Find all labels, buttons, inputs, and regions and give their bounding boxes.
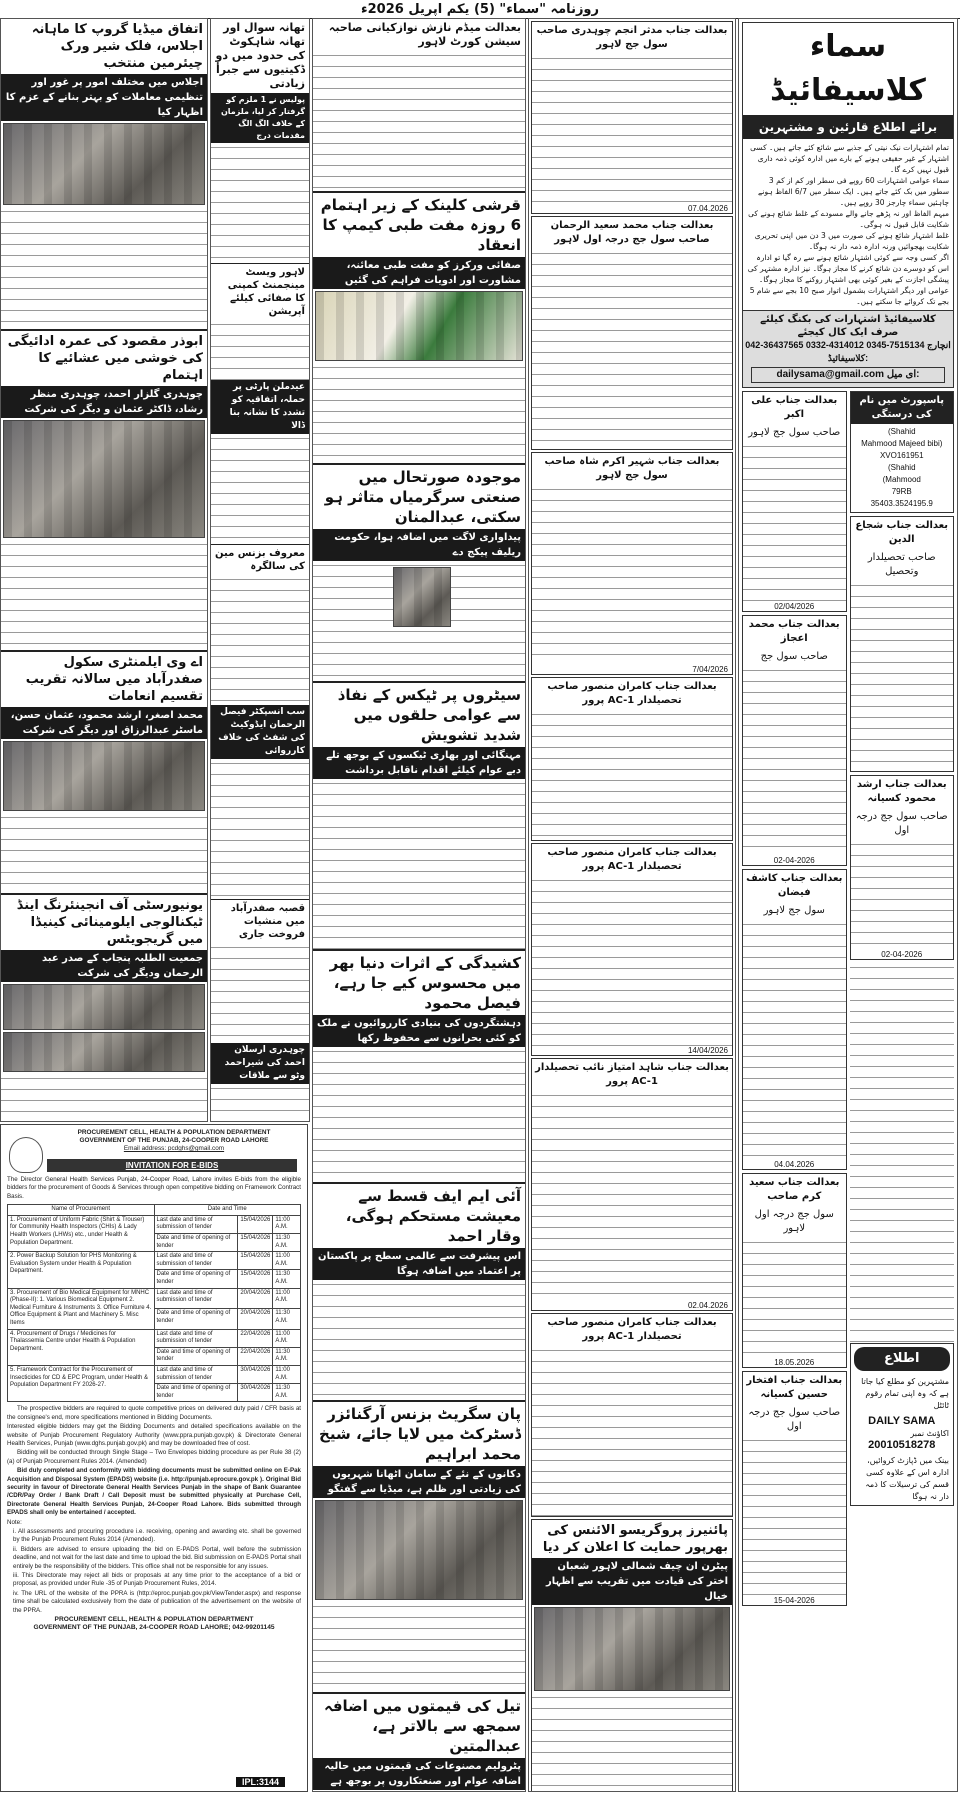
punjab-emblem-icon xyxy=(9,1137,43,1173)
court-notice-title: بعدالت جناب علی اکبر xyxy=(751,395,838,420)
opening-label: Date and time of opening of tender xyxy=(154,1384,238,1402)
news-photo xyxy=(3,1032,205,1072)
submission-time: 11:00 A.M. xyxy=(273,1252,301,1270)
passport-notice xyxy=(850,391,955,513)
passport-name: (Shahid xyxy=(887,427,916,436)
story-subheadline: دکانوں کے نئے کے سامان اٹھانا شہریوں کی زیادتی اور ظلم ہے، میڈیا سے گفتگو xyxy=(313,1466,525,1498)
story-subheadline: جمعیت الطلبہ پنجاب کے صدر عبد الرحمان ودیگر کی شرکت xyxy=(1,950,207,982)
opening-time: 11:30 A.M. xyxy=(273,1309,301,1329)
classified-title: سماء کلاسیفائیڈ xyxy=(770,29,926,108)
story-body xyxy=(211,320,309,380)
classified-rule: مبہم الفاظ اور نہ پڑھے جانے والے مسودے کے غلط شائع ہونے کی شکایت قابل قبول نہ ہوگی۔ xyxy=(748,209,949,229)
submission-time: 11:00 A.M. xyxy=(273,1329,301,1347)
submission-label: Last date and time of submission of tender xyxy=(154,1215,238,1233)
notice-paragraph: The prospective bidders are required to quote competitive prices on delivered duty paid / CFR basis at the consignee's end, more specifications mentioned in Bidding Documents. xyxy=(7,1405,301,1421)
news-story xyxy=(531,1519,733,1792)
news-photo xyxy=(3,123,205,205)
court-notice xyxy=(531,452,733,675)
mid-left-column xyxy=(210,18,310,1122)
story-headline: موجودہ صورتحال میں صنعتی سرگرمیاں متاثر ہو سکتی، عبدالمنان xyxy=(313,463,525,529)
story-subheadline: صفائی ورکرز کو مفت طبی معائنہ، مشاورت اور ادویات فراہم کی گئیں xyxy=(313,257,525,289)
ipl-code: IPL:3144 xyxy=(236,1777,285,1787)
story-body xyxy=(1,540,207,650)
court-notice-body xyxy=(743,920,846,1160)
opening-label: Date and time of opening of tender xyxy=(154,1234,238,1252)
opening-date: 22/04/2026 xyxy=(238,1347,273,1365)
story-body xyxy=(532,1693,732,1792)
classified-rule: غلط اشتہار شائع ہونے کی صورت میں 3 دن میں اپنی تحریری شکایت بھجوائیں ورنہ ادارہ ذمہ دار نہ ہوگا۔ xyxy=(754,231,949,251)
phone-numbers: 042-36437565 0332-4314012 0345-7515134 xyxy=(745,340,925,350)
court-notice-body xyxy=(743,442,846,602)
procurement-name: 4. Procurement of Drugs / Medicines for Thalassemia Centre under Health & Population Department. xyxy=(8,1329,155,1365)
court-notice-title: بعدالت جناب شجاع الدین xyxy=(855,520,949,545)
story-subheadline: چوہدری گلزار احمد، چوہدری منظر رشاد، ڈاکٹر عثمان و دیگر کی شرکت xyxy=(1,386,207,418)
court-notice-body xyxy=(532,1091,732,1301)
procurement-name: 2. Power Backup Solution for PHS Monitoring & Evaluation System under Health & Population Department. xyxy=(8,1252,155,1288)
classified-rule: سماء عوامی اشتہارات 60 روپے فی سطر اور کم از کم 3 سطور میں بک کئے جاتے ہیں۔ ایک سطر میں 6/7 الفاظ ہونے چاہئیں سماء چارجز 30 روپے ہیں۔ xyxy=(757,176,949,207)
classified-header xyxy=(742,22,954,388)
story-body xyxy=(313,1602,525,1692)
submission-date: 15/04/2026 xyxy=(238,1215,273,1233)
court-notice-title: بعدالت جناب سعید کرم صاحب xyxy=(749,1177,840,1202)
classified-subtitle: برائے اطلاع قارئین و مشتہرین xyxy=(743,115,953,139)
story-body xyxy=(850,963,955,1343)
opening-label: Date and time of opening of tender xyxy=(154,1309,238,1329)
news-photo xyxy=(534,1607,730,1691)
hearing-date: 7/04/2026 xyxy=(692,665,728,674)
story-subheadline: پیٹرن ان چیف شمالی لاہور شعبان اختر کی قیادت میں تقریب سے اظہار خیال xyxy=(532,1558,732,1605)
center-column xyxy=(312,18,526,1792)
booking-line: کلاسیفائیڈ اشتہارات کی بکنگ کیلئے صرف ایک کال کیجئے xyxy=(760,314,936,338)
story-body xyxy=(313,1280,525,1400)
notice-footer-line: PROCUREMENT CELL, HEALTH & POPULATION DEPARTMENT xyxy=(54,1616,254,1624)
notice-email: Email address: pcdghs@gmail.com xyxy=(123,1145,225,1152)
court-notice-body xyxy=(532,1346,732,1516)
notice-intro: The Director General Health Services Punjab, 24-Cooper Road, Lahore invites E-bids from the eligible bidders for the procurement of Goods & Services through open competitive bidding on Framework Contract Basis. xyxy=(7,1176,301,1200)
submission-label: Last date and time of submission of tender xyxy=(154,1329,238,1347)
story-headline: قصبہ صفدرآباد میں منشیات فروخت جاری xyxy=(211,899,309,943)
submission-date: 30/04/2026 xyxy=(238,1365,273,1383)
story-headline: یونیورسٹی آف انجینئرنگ اینڈ ٹیکنالوجی ایلومینائی کینیڈا میں گریجویٹس xyxy=(1,893,207,950)
hearing-date: 18.05.2026 xyxy=(774,1358,815,1367)
passport-name: (Shahid xyxy=(887,463,916,472)
account-label: اکاؤنٹ نمبر xyxy=(910,1429,949,1438)
classified-rule: تمام اشتہارات نیک نیتی کے جذبے سے شائع کئے جاتے ہیں۔ کسی اشتہار کے غیر حقیقی ہونے کے بارے میں ادارہ کوئی ذمہ داری قبول نہیں کرے گا۔ xyxy=(750,143,949,174)
story-body xyxy=(313,1790,525,1792)
court-notice-body xyxy=(532,485,732,665)
hearing-date: 07.04.2026 xyxy=(687,204,728,213)
opening-time: 11:30 A.M. xyxy=(273,1270,301,1288)
submission-label: Last date and time of submission of tender xyxy=(154,1252,238,1270)
story-headline: کشیدگی کے اثرات دنیا بھر میں محسوس کیے جا رہے، فیصل محمود xyxy=(313,949,525,1015)
masthead-title: روزنامہ "سماء" (5) یکم اپریل 2026ء xyxy=(360,2,599,17)
story-subheadline: اجلاس میں مختلف امور پر غور اور تنظیمی معاملات کو بہتر بنانے کے عزم کا اظہار کیا xyxy=(1,74,207,121)
submission-date: 22/04/2026 xyxy=(238,1329,273,1347)
notice-paragraph: Interested eligible bidders may get the Bidding Documents and detailed specifications available on the website of Punjab Procurement Regulatory Authority (www.ppra.punjab.gov.pk) & Directorate General Health Services, Punjab (www.dghs.punjab.gov.pk) and may be downloaded free of cost. xyxy=(7,1423,301,1447)
announcement-footer: بینک میں ڈپازٹ کروائیں، ادارہ اس کے علاوہ کسی قسم کی ترسیلات کا ذمہ دار نہ ہوگا xyxy=(865,1456,949,1501)
classified-rule: اگر کسی وجہ سے کوئی اشتہار شائع ہونے سے رہ گیا تو ادارہ اس کو دوسرے دن شائع کرنے کا مجاز ہوگا۔ نیز ادارہ مشتہر کی پیشگی اجازت کے بغیر کوئی بھی اشتہار روکنے کا مجاز ہوگا۔ xyxy=(747,253,949,284)
phone-line xyxy=(745,339,951,365)
story-subheadline: پیداواری لاگت میں اضافہ ہوا، حکومت ریلیف پیکج دے xyxy=(313,529,525,561)
story-headline: قرشی کلینک کے زیر اہتمام 6 روزہ مفت طبی کیمپ کا انعقاد xyxy=(313,191,525,257)
notice-note: ii. Bidders are advised to ensure uploading the bid on E-PADS Portal, well before the submission deadline, and not wait for the last date and time to upload the bid. Bid submission on E-PADS Portal shall entirely be the responsibility of the bidders. This office shall not be responsible for any issues. xyxy=(13,1545,301,1570)
court-notice-title: بعدالت جناب کامران منصور صاحب تحصیلدار AC-1 پرور xyxy=(547,681,717,706)
story-headline: ابوذر مقصود کی عمرہ ادائیگی کی خوشی میں عشائیے کا اہتمام xyxy=(1,329,207,386)
submission-date: 20/04/2026 xyxy=(238,1288,273,1308)
notice-banner: INVITATION FOR E-BIDS xyxy=(47,1159,297,1172)
story-headline: تھانہ سوال اور تھانہ شاہکوٹ کی حدود میں دو ڈکیتیوں سے جبرأ زیادتی xyxy=(215,21,305,90)
opening-date: 15/04/2026 xyxy=(238,1270,273,1288)
opening-time: 11:30 A.M. xyxy=(273,1347,301,1365)
procurement-name: 3. Procurement of Bio Medical Equipment for MNHC (Phase-II): 1. Various Biomedical Equipment 2. Medical Furniture & Instruments 3. Office Furniture 4. Office Equipment & Plant and Machinery 5. Misc Items xyxy=(8,1288,155,1329)
passport-name: Mahmood Majeed bibi) xyxy=(861,439,943,448)
story-headline: تیل کی قیمتوں میں اضافہ سمجھ سے بالاتر ہے، عبدالمتین xyxy=(313,1692,525,1758)
opening-time: 11:30 A.M. xyxy=(273,1234,301,1252)
court-notice-body xyxy=(313,51,525,191)
court-notice-body xyxy=(851,840,954,950)
announcement-box xyxy=(850,1343,955,1506)
court-notice xyxy=(531,1058,733,1311)
bid-row xyxy=(8,1215,301,1233)
portrait-photo xyxy=(393,567,451,627)
court-notice-title: بعدالت جناب محمد اعجاز xyxy=(748,619,840,644)
story-headline: اے وی ایلمنٹری سکول صفدرآباد میں سالانہ تقریب تقسیم انعامات xyxy=(1,650,207,707)
account-number: 20010518278 xyxy=(868,1439,936,1451)
court-notice-subtitle: صاحب سول جج درجہ اول xyxy=(748,1407,841,1432)
court-notice-title: بعدالت جناب شاہد امتیاز نائب تحصیلدار AC-1 پرور xyxy=(535,1062,729,1087)
court-notice xyxy=(742,615,847,866)
notice-note: iii. This Directorate may reject all bids or proposals at any time prior to the acceptance of a bid or proposal, as provided under Rule -35 of Punjab Procurement Rules, 2014. xyxy=(13,1572,301,1588)
story-subheadline: محمد اصغر، ارشد محمود، عثمان حسن، ماسٹر عبدالرزاق اور دیگر کی شرکت xyxy=(1,707,207,739)
news-photo xyxy=(3,984,205,1030)
account-name: DAILY SAMA xyxy=(868,1415,936,1427)
court-notice xyxy=(742,869,847,1170)
submission-time: 11:00 A.M. xyxy=(273,1365,301,1383)
bid-row xyxy=(8,1288,301,1308)
story-body xyxy=(211,759,309,899)
submission-label: Last date and time of submission of tender xyxy=(154,1365,238,1383)
court-notice-subtitle: صاحب سول جج xyxy=(760,651,828,662)
hearing-date: 02/04/2026 xyxy=(774,602,815,611)
court-notice-body xyxy=(851,581,954,771)
story-subheadline: دہشتگردوں کی بنیادی کارروائیوں نے ملک کو کئی بحرانوں سے محفوظ رکھا xyxy=(313,1015,525,1047)
story-headline: عیدملن پارٹی پر حملہ، اتفاقیہ کو تشدد کا نشانہ بنا ڈالا xyxy=(211,380,309,434)
court-notice-subtitle: سول جج درجہ اول لاہور xyxy=(754,1209,834,1234)
court-notice xyxy=(531,677,733,841)
hearing-date: 14/04/2026 xyxy=(687,1046,728,1055)
court-notice xyxy=(850,775,955,960)
submission-label: Last date and time of submission of tender xyxy=(154,1288,238,1308)
story-body xyxy=(313,779,525,949)
passport-name: (Mahmood xyxy=(882,475,921,484)
news-photo xyxy=(315,1500,523,1600)
submission-time: 11:00 A.M. xyxy=(273,1288,301,1308)
hearing-date: 02-04-2026 xyxy=(881,950,923,959)
notice-paragraph: Bid duly completed and conformity with bidding documents must be submitted online on E-Pak Acquisition and Disposal System (EPADS) website (i.e. http://punjab.eprocure.gov.pk ). Original Bid security in favour of Directorate General Health Services Punjab in the shape of Bank Guarantee /CDR/Pay Order / Bank Draft / Call Deposit must be submitted physically at Purchase Cell, Directorate General Health Services Punjab, 24-Cooper Road Lahore. Bids submitted through EPADS shall only be entertained / accepted. xyxy=(7,1467,301,1517)
classified-rules xyxy=(743,139,953,310)
passport-cnic: 35403.3524195.9 xyxy=(870,499,933,508)
court-notice-title: بعدالت جناب کاشف فیضان xyxy=(746,873,843,898)
hearing-date: 15-04-2026 xyxy=(773,1596,815,1605)
opening-label: Date and time of opening of tender xyxy=(154,1270,238,1288)
submission-date: 15/04/2026 xyxy=(238,1252,273,1270)
story-subheadline: پولیس نے 1 ملزم کو گرفتار کر لیا، ملزمان کے خلاف الگ الگ مقدمات درج xyxy=(211,93,309,143)
news-photo xyxy=(3,741,205,811)
classified-rule: عوامی اور دیگر اشتہارات بشمول اتوار صبح 10 بجے سے شام 5 بجے تک کروائے جا سکتے ہیں۔ xyxy=(749,286,949,306)
court-notice xyxy=(742,1173,847,1368)
story-headline: چوہدری ارسلان احمد کی شیراحمد وٹو سے ملاقات xyxy=(211,1043,309,1084)
passport-notice-title: پاسپورٹ میں نام کی درستگی xyxy=(851,392,954,424)
story-body xyxy=(313,363,525,463)
procurement-name: 1. Procurement of Uniform Fabric (Shirt & Trouser) for Community Health Inspectors (CHIs) & Lady Health Workers (LHWs) etc., under Health & Population Department. xyxy=(8,1215,155,1251)
story-body xyxy=(313,1047,525,1182)
story-body xyxy=(313,561,525,681)
hearing-date: 02.04.2026 xyxy=(687,1301,728,1310)
story-body xyxy=(1,1074,207,1122)
story-body xyxy=(211,434,309,544)
email-label: ای میل: xyxy=(886,369,920,380)
court-notice-title: بعدالت جناب مدثر انجم چوہدری صاحب سول جج لاہور xyxy=(536,25,728,50)
opening-date: 30/04/2026 xyxy=(238,1384,273,1402)
passport-number: XVO161951 xyxy=(879,451,924,460)
story-headline: سب انسپکٹر فیصل الرحمان ایڈوکیٹ کی شفٹ کی خلاف کارروائی xyxy=(211,705,309,759)
court-notice xyxy=(531,21,733,214)
notice-header-line: GOVERNMENT OF THE PUNJAB, 24-COOPER ROAD LAHORE xyxy=(79,1137,269,1144)
story-headline: معروف بزنس مین کی سالگرہ xyxy=(211,544,309,575)
court-notice-subtitle: سول جج لاہور xyxy=(763,905,825,916)
notice-note: i. All assessments and procuring procedure i.e. receiving, opening and awarding etc. shall be governed by the Punjab Procurement Rules 2014 (Amended). xyxy=(13,1527,301,1544)
submission-time: 11:00 A.M. xyxy=(273,1215,301,1233)
court-notice xyxy=(531,216,733,450)
court-notice xyxy=(742,1371,847,1606)
court-notice-body xyxy=(532,710,732,840)
notice-note: iv. The URL of the website of the PPRA is (http://eproc.punjab.gov.pk/ViewTender.aspx) and response time shall be calculated exclusively from the date of publication of the advertisement on the website of the PPRA. xyxy=(13,1589,301,1614)
court-notice-body xyxy=(532,54,732,204)
court-notice-body xyxy=(743,1238,846,1358)
bid-row xyxy=(8,1329,301,1347)
hearing-date: 04.04.2026 xyxy=(774,1160,815,1169)
story-body xyxy=(1,813,207,893)
court-notice xyxy=(742,391,847,612)
court-notice xyxy=(531,843,733,1056)
classified-column xyxy=(738,18,958,1792)
story-body xyxy=(211,1084,309,1122)
opening-date: 15/04/2026 xyxy=(238,1234,273,1252)
story-headline: آئی ایم ایف قسط سے معیشت مستحکم ہوگی، وقار احمد xyxy=(313,1182,525,1248)
court-notice-subtitle: صاحب سول جج لاہور xyxy=(748,427,841,438)
story-subheadline: پٹرولیم مصنوعات کی قیمتوں میں حالیہ اضافہ عوام اور صنعتکاروں پر بوجھ ہے xyxy=(313,1758,525,1790)
story-headline: سیٹروں پر ٹیکس کے نفاذ سے عوامی حلقوں میں شدید تشویش xyxy=(313,681,525,747)
notice-paragraph: Bidding will be conducted through Single Stage – Two Envelopes bidding procedure as per Rule 38 (2) (a) of Punjab Procurement Rules 2014. (Amended) xyxy=(7,1449,301,1465)
bid-row xyxy=(8,1252,301,1270)
table-header: Name of Procurement xyxy=(8,1205,155,1216)
court-notice-title: بعدالت جناب کامران منصور صاحب تحصیلدار AC-1 پرور xyxy=(547,847,717,872)
court-notice xyxy=(531,1313,733,1517)
story-headline: لاہور ویسٹ مینجمنٹ کمپنی کا صفائی کیلئے آپریشن xyxy=(211,263,309,320)
notice-note-label: Note: xyxy=(7,1518,22,1526)
story-body xyxy=(211,143,309,263)
court-notices-column xyxy=(528,18,736,1792)
bids-table xyxy=(7,1204,301,1402)
opening-time: 11:30 A.M. xyxy=(273,1384,301,1402)
court-notice-title: بعدالت جناب کامران منصور صاحب تحصیلدار AC-1 پرور xyxy=(547,1317,717,1342)
email-address[interactable]: dailysama@gmail.com xyxy=(776,369,885,380)
story-headline: پائنیرز پروگریسو الائنس کی بھرپور حمایت کا اعلان کر دیا xyxy=(542,1523,728,1555)
bid-row xyxy=(8,1365,301,1383)
procurement-name: 5. Framework Contract for the Procurement of Insecticides for CD & EPC Program, under Health & Population Department FY 2026-27. xyxy=(8,1365,155,1401)
hearing-date: 02-04-2026 xyxy=(773,856,815,865)
announcement-text: مشتہرین کو مطلع کیا جاتا ہے کہ وہ اپنی تمام رقوم ٹائٹل xyxy=(861,1377,949,1410)
story-subheadline: اس پیشرفت سے عالمی سطح پر پاکستان پر اعتماد میں اضافہ ہوگا xyxy=(313,1248,525,1280)
notice-footer-line: GOVERNMENT OF THE PUNJAB, 24-COOPER ROAD LAHORE; 042-99201145 xyxy=(33,1624,275,1632)
court-notice-title: بعدالت میڈم نازش نوازکیانی صاحبہ سیشن کورٹ لاہور xyxy=(328,21,521,48)
story-body xyxy=(1,207,207,329)
court-notice-title: بعدالت جناب افتخار حسین کسیانہ xyxy=(746,1375,843,1400)
story-body xyxy=(211,575,309,705)
table-header: Date and Time xyxy=(154,1205,301,1216)
story-headline: پان سگریٹ بزنس آرگنائزر ڈسٹرکٹ میں لایا جائے، شیخ محمد ابراہیم xyxy=(313,1400,525,1466)
story-headline: اتفاق میڈیا گروپ کا ماہانہ اجلاس، فلک شیر ورک چیئرمین منتخب xyxy=(31,22,203,71)
left-column xyxy=(0,18,208,1122)
procurement-notice xyxy=(0,1124,308,1792)
email-line[interactable] xyxy=(751,367,945,383)
court-notice-title: بعدالت جناب محمد سعید الرحمان صاحب سول جج درجہ اول لاہور xyxy=(550,220,714,245)
court-notice-subtitle: صاحب تحصیلدار وتحصیل xyxy=(867,552,936,577)
court-notice-subtitle: صاحب سول جج درجہ اول xyxy=(855,811,948,836)
court-notice-body xyxy=(743,666,846,856)
passport-ref: 79RB xyxy=(891,487,912,496)
notice-header-line: PROCUREMENT CELL, HEALTH & POPULATION DEPARTMENT xyxy=(77,1129,271,1136)
court-notice-body xyxy=(743,1436,846,1596)
court-notice-body xyxy=(532,876,732,1046)
opening-date: 20/04/2026 xyxy=(238,1309,273,1329)
news-photo xyxy=(315,291,523,361)
booking-info xyxy=(743,310,953,387)
news-photo xyxy=(3,420,205,538)
court-notice-body xyxy=(532,249,732,449)
announcement-title: اطلاع xyxy=(854,1347,951,1371)
court-notice-title: بعدالت جناب شہیر اکرم شاہ صاحب سول جج لاہور xyxy=(544,456,720,481)
story-body xyxy=(211,943,309,1043)
masthead xyxy=(0,0,960,20)
phone-label: انچارج کلاسیفائیڈ: xyxy=(827,340,951,363)
court-notice-title: بعدالت جناب ارشد محمود کسیانہ xyxy=(856,779,947,804)
story-subheadline: مہنگائی اور بھاری ٹیکسوں کے بوجھ تلے دبے عوام کیلئے اقدام ناقابل برداشت xyxy=(313,747,525,779)
court-notice xyxy=(850,516,955,772)
opening-label: Date and time of opening of tender xyxy=(154,1347,238,1365)
